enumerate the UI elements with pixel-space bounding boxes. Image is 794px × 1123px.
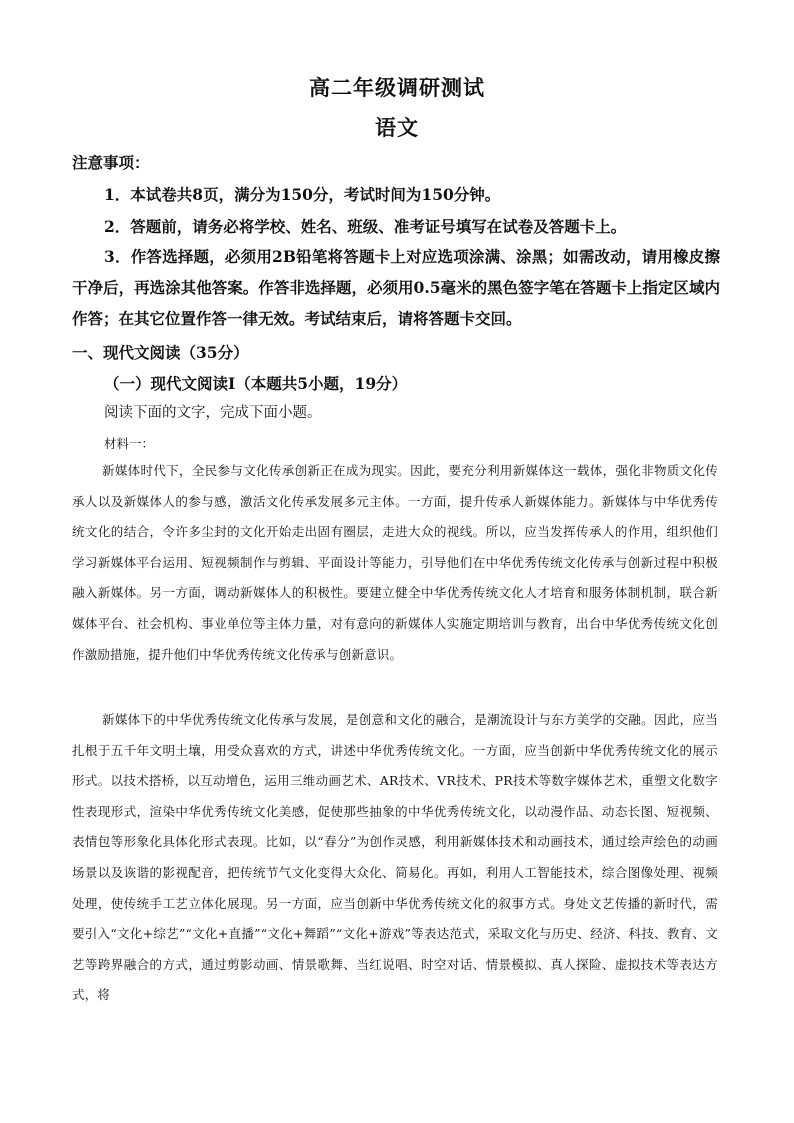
notice-heading: 注意事项： bbox=[72, 153, 150, 172]
notice-item-1: 1．本试卷共8页，满分为150分，考试时间为150分钟。 bbox=[104, 185, 501, 204]
material-label: 材料一： bbox=[104, 436, 155, 451]
subject-title: 语文 bbox=[375, 115, 419, 140]
notice-item-3: 3．作答选择题，必须用2B铅笔将答题卡上对应选项涂满、涂黑；如需改动，请用橡皮擦干净后，再选涂其他答案。作答非选择题，必须用0.5毫米的黑色签字笔在答题卡上指定区域内作答；在其它位置作答一律无效。考试结束后，请将答题卡交回。 bbox=[72, 247, 720, 328]
notice-item-2: 2．答题前，请务必将学校、姓名、班级、准考证号填写在试卷及答题卡上。 bbox=[104, 217, 627, 236]
material-paragraph-2: 新媒体下的中华优秀传统文化传承与发展，是创意和文化的融合，是潮流设计与东方美学的交融。因此，应当扎根于五千年文明土壤，用受众喜欢的方式，讲述中华优秀传统文化。一方面，应当创新中华优秀传统文化的展示形式。以技术搭桥，以互动增色，运用三维动画艺术、AR技术、VR技术、PR技术等数字媒体艺术，重塑文化数字性表现形式，渲染中华优秀传统文化美感，促使那些抽象的中华优秀传统文化，以动漫作品、动态长图、短视频、表情包等形象化具体化形式表现。比如，以“春分”为创作灵感，利用新媒体技术和动画技术，通过绘声绘色的动画场景以及诙谐的影视配音，把传统节气文化变得大众化、简易化。再如，利用人工智能技术，综合图像处理、视频处理，使传统手工艺立体化展现。另一方面，应当创新中华优秀传统文化的叙事方式。身处文艺传播的新时代，需要引入“文化+综艺”“文化+直播”“文化+舞蹈”“文化+游戏”等表达范式，采取文化与历史、经济、科技、教育、文艺等跨界融合的方式，通过剪影动画、情景歌舞、当红说唱、时空对话、情景模拟、真人探险、虚拟技术等表达方式，将 bbox=[72, 712, 718, 1003]
section-title: 一、现代文阅读（35分） bbox=[72, 343, 249, 362]
reading-instruction: 阅读下面的文字，完成下面小题。 bbox=[104, 405, 322, 421]
material-paragraph-1: 新媒体时代下，全民参与文化传承创新正在成为现实。因此，要充分利用新媒体这一载体，强化非物质文化传承人以及新媒体人的参与感，激活文化传承发展多元主体。一方面，提升传承人新媒体能力。新媒体与中华优秀传统文化的结合，令许多尘封的文化开始走出固有圈层，走进大众的视线。所以，应当发挥传承人的作用，组织他们学习新媒体平台运用、短视频制作与剪辑、平面设计等能力，引导他们在中华优秀传统文化传承与创新过程中积极融入新媒体。另一方面，调动新媒体人的积极性。要建立健全中华优秀传统文化人才培育和服务体制机制，联合新媒体平台、社会机构、事业单位等主体力量，对有意向的新媒体人实施定期培训与教育，出台中华优秀传统文化创作激励措施，提升他们中华优秀传统文化传承与创新意识。 bbox=[72, 463, 718, 662]
subsection-title: （一）现代文阅读Ⅰ（本题共5小题，19分） bbox=[104, 374, 408, 393]
exam-title: 高二年级调研测试 bbox=[309, 75, 485, 100]
